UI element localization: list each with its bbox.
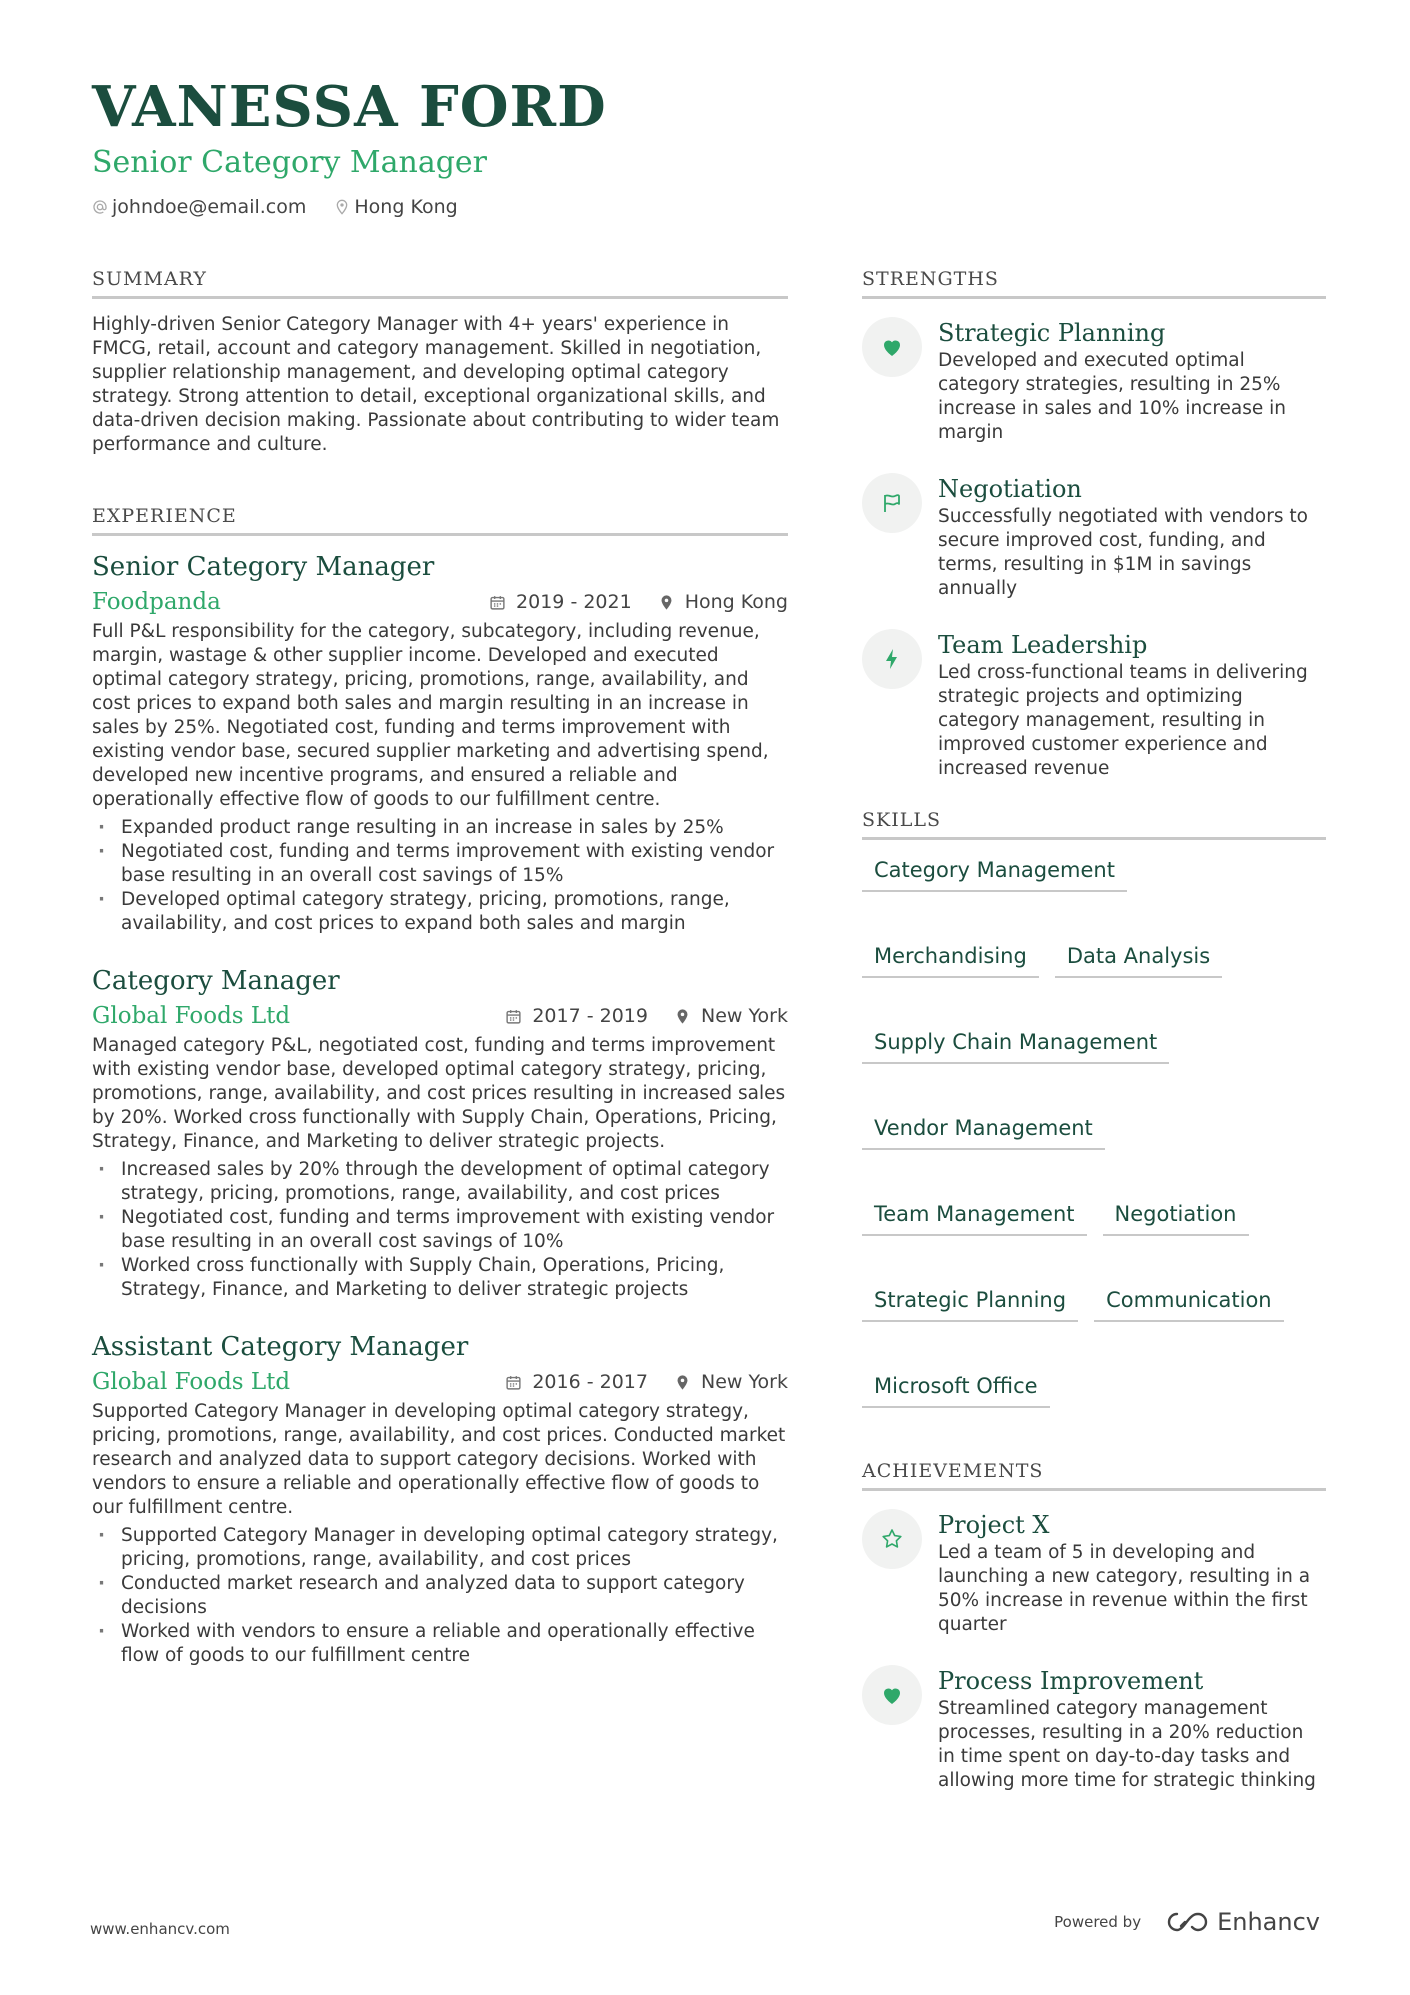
job-bullet: · Conducted market research and analyzed data to support category decisions — [92, 1572, 788, 1620]
skill-tag: Communication — [1094, 1284, 1284, 1322]
location-pin-icon — [334, 199, 350, 215]
contact-info — [92, 196, 1322, 218]
strength-desc: Successfully negotiated with vendors to secure improved cost, funding, and terms, resulting in $1M in savings annually — [938, 506, 1308, 599]
job-bullets — [92, 1524, 788, 1668]
job-bullets — [92, 816, 788, 936]
job-location-text: New York — [700, 1005, 788, 1027]
skill-tag: Microsoft Office — [862, 1370, 1050, 1408]
job-bullet: · Expanded product range resulting in an increase in sales by 25% — [92, 816, 788, 840]
job-bullet: · Increased sales by 20% through the development of optimal category strategy, pricing, promotions, range, availability, and cost prices — [92, 1158, 788, 1206]
company-name: Foodpanda — [92, 589, 221, 615]
heart-icon — [880, 1683, 904, 1707]
job-location — [674, 1005, 788, 1027]
job-meta — [92, 584, 788, 620]
skill-tag: Supply Chain Management — [862, 1026, 1169, 1064]
job-bullet: · Negotiated cost, funding and terms improvement with existing vendor base resulting in an overall cost savings of 15% — [92, 840, 788, 888]
star-icon — [880, 1527, 904, 1551]
footer-branding — [1054, 1908, 1320, 1936]
job-location-text: New York — [700, 1371, 788, 1393]
strength-icon-circle — [862, 473, 922, 533]
job-entry — [92, 550, 788, 936]
achievement-item — [862, 1665, 1326, 1793]
footer-website[interactable]: www.enhancv.com — [90, 1920, 230, 1938]
job-bullet: · Negotiated cost, funding and terms improvement with existing vendor base resulting in an overall cost savings of 10% — [92, 1206, 788, 1254]
experience-section — [92, 505, 788, 1668]
strengths-heading: STRENGTHS — [862, 268, 1326, 299]
location-contact — [334, 196, 457, 218]
job-meta — [92, 998, 788, 1034]
job-entry — [92, 1330, 788, 1668]
achievement-icon-circle — [862, 1665, 922, 1725]
location-pin-icon — [674, 1008, 691, 1025]
company-name: Global Foods Ltd — [92, 1003, 291, 1029]
job-entry — [92, 964, 788, 1302]
enhancv-logo-icon — [1163, 1909, 1209, 1935]
summary-heading: SUMMARY — [92, 268, 788, 299]
job-bullet: · Worked with vendors to ensure a reliable and operationally effective flow of goods to our fulfillment centre — [92, 1620, 788, 1668]
strength-item — [862, 317, 1326, 445]
flag-icon — [880, 491, 904, 515]
skill-tag: Strategic Planning — [862, 1284, 1078, 1322]
location-pin-icon — [674, 1374, 691, 1391]
achievement-name: Project X — [938, 1511, 1050, 1539]
job-title: Assistant Category Manager — [92, 1332, 469, 1362]
brand-logo[interactable] — [1163, 1908, 1320, 1936]
job-meta — [92, 1364, 788, 1400]
heart-icon — [880, 335, 904, 359]
strength-name: Strategic Planning — [938, 319, 1166, 347]
job-location — [658, 591, 788, 613]
strength-icon-circle — [862, 317, 922, 377]
skill-tag: Category Management — [862, 854, 1127, 892]
strengths-section — [862, 268, 1326, 781]
calendar-icon — [505, 1008, 522, 1025]
strength-name: Team Leadership — [938, 631, 1148, 659]
summary-text: Highly-driven Senior Category Manager with 4+ years' experience in FMCG, retail, account and category management. Skilled in negotiation, supplier relationship management, and developing optimal category strategy. Strong attention to detail, exceptional organizational skills, and data-driven decision making. Passionate about contributing to wider team performance and culture. — [92, 314, 780, 455]
summary-section — [92, 268, 788, 457]
strength-icon-circle — [862, 629, 922, 689]
skill-tag: Negotiation — [1103, 1198, 1249, 1236]
brand-name: Enhancv — [1217, 1908, 1320, 1936]
email-contact[interactable] — [92, 196, 306, 218]
job-title: Senior Category Manager — [92, 552, 435, 582]
skill-tag: Team Management — [862, 1198, 1087, 1236]
bolt-icon — [880, 647, 904, 671]
job-dates — [505, 1371, 648, 1393]
strength-item — [862, 629, 1326, 781]
experience-heading: EXPERIENCE — [92, 505, 788, 536]
at-icon — [92, 199, 108, 215]
strength-desc: Developed and executed optimal category strategies, resulting in 25% increase in sales and 10% increase in margin — [938, 350, 1287, 443]
skill-tag: Vendor Management — [862, 1112, 1105, 1150]
job-dates — [505, 1005, 648, 1027]
job-description: Supported Category Manager in developing optimal category strategy, pricing, promotions, range, availability, and cost prices. Conducted market research and analyzed data to support category decisions. Worked with vendors to ensure a reliable and operationally effective flow of goods to our fulfillment centre. — [92, 1401, 786, 1518]
achievements-section — [862, 1460, 1326, 1793]
strength-desc: Led cross-functional teams in delivering strategic projects and optimizing category management, resulting in improved customer experience and increased revenue — [938, 662, 1308, 779]
location-text: Hong Kong — [354, 196, 458, 218]
achievements-heading: ACHIEVEMENTS — [862, 1460, 1326, 1491]
job-description: Full P&L responsibility for the category, subcategory, including revenue, margin, wastage & other supplier income. Developed and executed optimal category strategy, pricing, promotions, range, availability, and cost prices to expand both sales and margin resulting in an increase in sales by 25%. Negotiated cost, funding and terms improvement with existing vendor base, secured supplier marketing and advertising spend, developed new incentive programs, and ensured a reliable and operationally effective flow of goods to our fulfillment centre. — [92, 621, 769, 810]
candidate-name: VANESSA FORD — [92, 74, 607, 140]
job-location-text: Hong Kong — [684, 591, 788, 613]
right-column — [862, 268, 1326, 1821]
left-column — [92, 268, 788, 1696]
achievement-name: Process Improvement — [938, 1667, 1204, 1695]
resume-header — [92, 72, 1322, 218]
company-name: Global Foods Ltd — [92, 1369, 291, 1395]
location-pin-icon — [658, 594, 675, 611]
job-bullets — [92, 1158, 788, 1302]
calendar-icon — [489, 594, 506, 611]
skill-tag: Data Analysis — [1055, 940, 1222, 978]
email-text: johndoe@email.com — [112, 196, 307, 218]
calendar-icon — [505, 1374, 522, 1391]
achievement-icon-circle — [862, 1509, 922, 1569]
job-location — [674, 1371, 788, 1393]
achievement-desc: Streamlined category management processes, resulting in a 20% reduction in time spent on day-to-day tasks and allowing more time for strategic thinking — [938, 1698, 1316, 1791]
powered-by-text: Powered by — [1054, 1913, 1142, 1931]
job-dates — [489, 591, 632, 613]
achievement-item — [862, 1509, 1326, 1637]
job-bullet: · Developed optimal category strategy, pricing, promotions, range, availability, and cost prices to expand both sales and margin — [92, 888, 788, 936]
skills-section — [862, 809, 1326, 1408]
job-bullet: · Worked cross functionally with Supply Chain, Operations, Pricing, Strategy, Finance, and Marketing to deliver strategic projects — [92, 1254, 788, 1302]
candidate-title: Senior Category Manager — [92, 145, 488, 180]
strength-name: Negotiation — [938, 475, 1082, 503]
job-dates-text: 2016 - 2017 — [532, 1371, 648, 1393]
skill-tag: Merchandising — [862, 940, 1039, 978]
skills-heading: SKILLS — [862, 809, 1326, 840]
job-description: Managed category P&L, negotiated cost, funding and terms improvement with existing vendor base, developed optimal category strategy, pricing, promotions, range, availability, and cost prices resulting in increased sales by 20%. Worked cross functionally with Supply Chain, Operations, Pricing, Strategy, Finance, and Marketing to deliver strategic projects. — [92, 1035, 786, 1152]
job-dates-text: 2019 - 2021 — [516, 591, 632, 613]
skills-list — [862, 854, 1326, 1408]
job-bullet: · Supported Category Manager in developing optimal category strategy, pricing, promotions, range, availability, and cost prices — [92, 1524, 788, 1572]
job-title: Category Manager — [92, 966, 340, 996]
job-dates-text: 2017 - 2019 — [532, 1005, 648, 1027]
strength-item — [862, 473, 1326, 601]
achievement-desc: Led a team of 5 in developing and launching a new category, resulting in a 50% increase in revenue within the first quarter — [938, 1542, 1311, 1635]
